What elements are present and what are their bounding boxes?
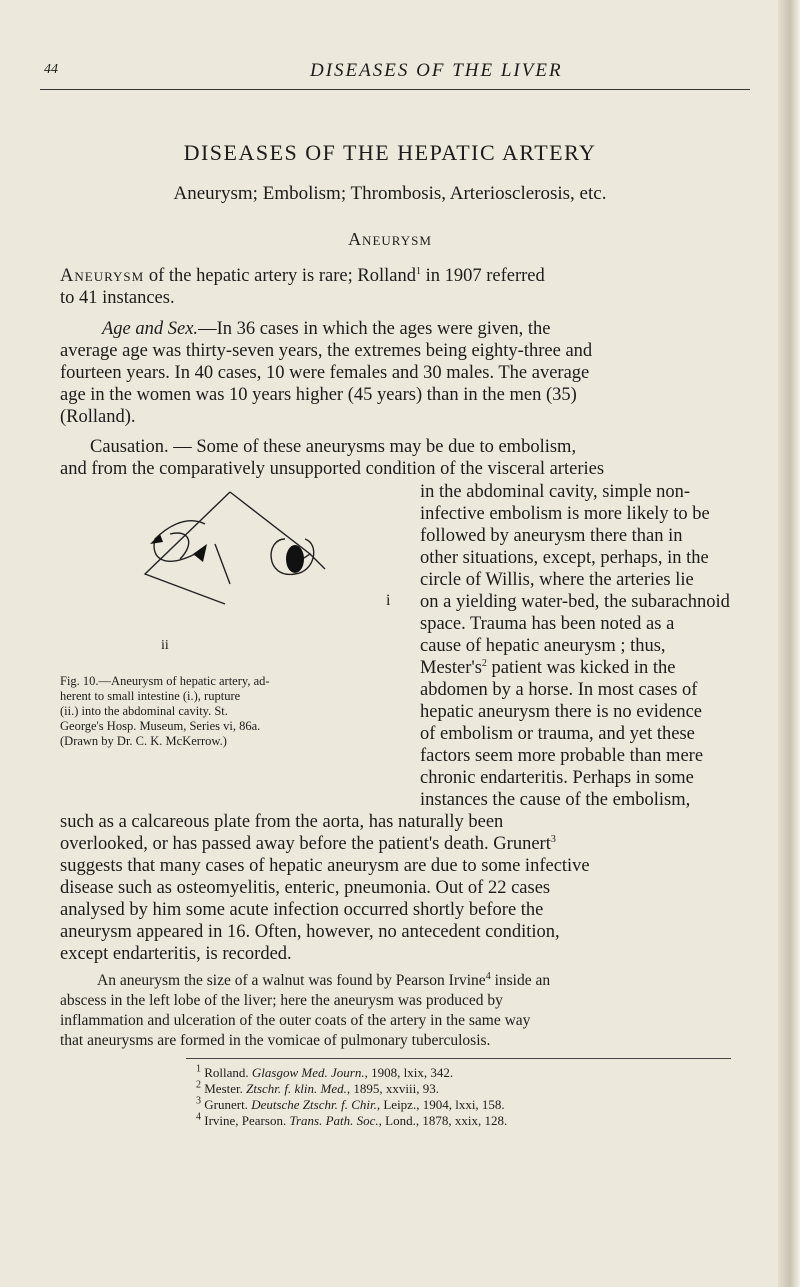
small-paragraph-line: abscess in the left lobe of the liver; here the aneurysm was produced by xyxy=(60,992,503,1009)
paragraph-line: factors seem more probable than mere xyxy=(420,746,704,766)
caption-line: herent to small intestine (i.), rupture xyxy=(60,689,241,703)
footnote-ref: 4 xyxy=(485,970,491,982)
paragraph-line: Age and Sex.—In 36 cases in which the ages were given, the xyxy=(102,319,551,339)
chapter-title: DISEASES OF THE HEPATIC ARTERY xyxy=(183,140,597,165)
paragraph-line: such as a calcareous plate from the aorta, has naturally been xyxy=(60,812,504,832)
lead-word: Aneurysm xyxy=(60,266,145,286)
aneurysm-figure xyxy=(135,484,390,609)
paragraph-line: circle of Willis, where the arteries lie xyxy=(420,570,694,590)
paragraph-line: $Mester's^2$ patient was kicked in the xyxy=(420,657,676,678)
small-paragraph-line: inflammation and ulceration of the outer coats of the artery in the same way xyxy=(60,1012,531,1029)
shaded-region xyxy=(150,534,163,544)
footnote: $^4$ Irvine, Pearson. Trans. Path. Soc., Lond., 1878, xxix, 128. xyxy=(196,1111,508,1128)
paragraph-line: cause of hepatic aneurysm ; thus, xyxy=(420,636,666,656)
paragraph-line: except endarteritis, is recorded. xyxy=(60,944,292,964)
caption-line: Fig. 10.—Aneurysm of hepatic artery, ad- xyxy=(60,674,270,688)
paragraph-line: (Rolland). xyxy=(60,407,136,427)
figure-label-ii: ii xyxy=(161,638,169,653)
small-paragraph-line: that aneurysms are formed in the vomicae of pulmonary tuberculosis. xyxy=(60,1032,491,1049)
subheading: Causation. xyxy=(90,437,169,457)
header-rule xyxy=(40,89,750,90)
page-edge-shadow xyxy=(778,0,800,1287)
paragraph-line: Aneurysm of the hepatic artery is rare; Rolland$^1$ in 1907 referred xyxy=(60,265,545,286)
footnote-rule xyxy=(186,1058,731,1059)
figure-caption xyxy=(60,674,290,749)
footnote-ref: 2 xyxy=(481,657,487,669)
paragraph-line: of embolism or trauma, and yet these xyxy=(420,724,695,744)
paragraph-line: Causation. — Some of these aneurysms may be due to embolism, xyxy=(90,437,577,457)
footnote-ref: 3 xyxy=(550,833,556,845)
paragraph-line: instances the cause of the embolism, xyxy=(420,790,691,810)
paragraph-line: age in the women was 10 years higher (45 years) than in the men (35) xyxy=(60,385,577,405)
intestine-loop xyxy=(170,533,189,559)
paragraph-line: abdomen by a horse. In most cases of xyxy=(420,680,698,700)
figure-label-i: i xyxy=(386,592,391,609)
paragraph-line: disease such as osteomyelitis, enteric, pneumonia. Out of 22 cases xyxy=(60,878,551,898)
paragraph-line: to 41 instances. xyxy=(60,288,175,308)
paragraph-line: chronic endarteritis. Perhaps in some xyxy=(420,768,694,788)
artery-line xyxy=(215,544,230,584)
subheading: Age and Sex. xyxy=(102,319,199,339)
footnote: $^1$ Rolland. Glasgow Med. Journ., 1908, lxix, 342. xyxy=(196,1063,454,1080)
caption-line: George's Hosp. Museum, Series vi, 86a. xyxy=(60,719,261,733)
paragraph-line: suggests that many cases of hepatic aneurysm are due to some infective xyxy=(60,856,590,876)
caption-line: (Drawn by Dr. C. K. McKerrow.) xyxy=(60,734,227,748)
paragraph-line: in the abdominal cavity, simple non- xyxy=(420,482,691,502)
page-number: 44 xyxy=(44,62,58,77)
paragraph-line: fourteen years. In 40 cases, 10 were females and 30 males. The average xyxy=(60,363,590,383)
paragraph-line: and from the comparatively unsupported condition of the visceral arteries xyxy=(60,459,605,479)
paragraph-line: average age was thirty-seven years, the extremes being eighty-three and xyxy=(60,341,593,361)
rupture-mark xyxy=(286,545,304,573)
footnote: $^3$ Grunert. Deutsche Ztschr. f. Chir., Leipz., 1904, lxxi, 158. xyxy=(196,1095,505,1112)
footnote: $^2$ Mester. Ztschr. f. klin. Med., 1895, xxviii, 93. xyxy=(196,1079,439,1096)
chapter-subtitle: Aneurysm; Embolism; Thrombosis, Arteriosclerosis, etc. xyxy=(173,183,607,204)
paragraph-line: space. Trauma has been noted as a xyxy=(420,614,675,634)
paragraph-line: on a yielding water-bed, the subarachnoid xyxy=(420,592,730,612)
running-title: DISEASES OF THE LIVER xyxy=(310,60,563,81)
shaded-region xyxy=(193,544,207,562)
paragraph-line: aneurysm appeared in 16. Often, however, no antecedent condition, xyxy=(60,922,560,942)
paragraph-line: overlooked, or has passed away before the patient's death. Grunert$^3$ xyxy=(60,833,556,854)
paragraph-line: followed by aneurysm there than in xyxy=(420,526,683,546)
paragraph-line: other situations, except, perhaps, in the xyxy=(420,548,709,568)
paragraph-line: hepatic aneurysm there is no evidence xyxy=(420,702,703,722)
caption-line: (ii.) into the abdominal cavity. St. xyxy=(60,704,228,718)
section-title: Aneurysm xyxy=(348,229,432,249)
small-paragraph-line: An aneurysm the size of a walnut was found by Pearson Irvine$^4$ inside an xyxy=(97,970,551,989)
footnote-ref: 1 xyxy=(415,265,421,277)
paragraph-line: infective embolism is more likely to be xyxy=(420,504,710,524)
paragraph-line: analysed by him some acute infection occurred shortly before the xyxy=(60,900,544,920)
